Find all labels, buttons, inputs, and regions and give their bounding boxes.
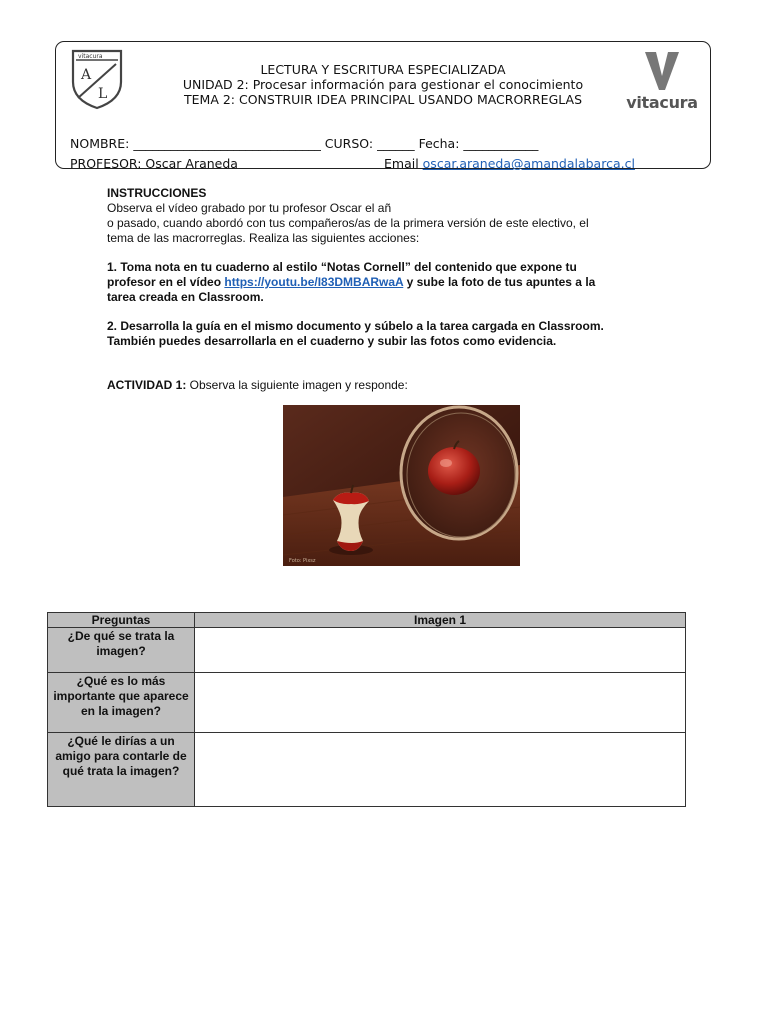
step1-line: 1. Toma nota en tu cuaderno al estilo “Notas Cornell” del contenido que expone tu: [107, 260, 577, 274]
question-cell: ¿Qué le dirías a un amigo para contarle de qué trata la imagen?: [48, 733, 195, 807]
instructions-line: tema de las macrorreglas. Realiza las siguientes acciones:: [107, 231, 420, 245]
svg-text:A: A: [81, 67, 92, 83]
svg-text:vitacura: vitacura: [78, 53, 103, 60]
email-link[interactable]: oscar.araneda@amandalabarca.cl: [422, 156, 635, 171]
instructions-line: Observa el vídeo grabado por tu profesor Oscar el añ: [107, 201, 392, 215]
email-label: Email: [384, 156, 423, 171]
instructions-line: o pasado, cuando abordó con tus compañeros/as de la primera versión de este electivo, el: [107, 216, 589, 230]
table-row: [48, 628, 686, 673]
question-cell: ¿De qué se trata la imagen?: [48, 628, 195, 673]
vitacura-logo: vitacura: [626, 50, 698, 114]
header-title-block: [56, 62, 710, 107]
course-title: LECTURA Y ESCRITURA ESPECIALIZADA: [260, 62, 506, 77]
teacher-name: PROFESOR: Oscar Araneda: [70, 156, 238, 171]
column-header-imagen-1: Imagen 1: [195, 613, 686, 628]
column-header-preguntas: Preguntas: [48, 613, 195, 628]
activity-text: Observa la siguiente imagen y responde:: [186, 378, 408, 392]
step1-line: tarea creada en Classroom.: [107, 290, 264, 304]
instructions-section: [107, 186, 637, 246]
student-info-row[interactable]: NOMBRE: ______________________________ CURSO: ______ Fecha: ____________: [70, 136, 539, 151]
svg-text:Foto: Pixsz: Foto: Pixsz: [289, 558, 316, 564]
instructions-heading: INSTRUCCIONES: [107, 186, 207, 200]
step2-line: 2. Desarrolla la guía en el mismo documento y súbelo a la tarea cargada en Classroom.: [107, 319, 604, 333]
unit-title: UNIDAD 2: Procesar información para gestionar el conocimiento: [182, 77, 584, 92]
table-row: [48, 733, 686, 807]
step-2: [107, 319, 637, 349]
table-row: [48, 673, 686, 733]
svg-text:L: L: [98, 86, 108, 102]
topic-title: TEMA 2: CONSTRUIR IDEA PRINCIPAL USANDO MACRORREGLAS: [184, 92, 582, 107]
apple-mirror-image: [283, 405, 520, 566]
document-header: [55, 41, 711, 169]
youtube-link[interactable]: https://youtu.be/I83DMBARwaA: [224, 275, 404, 289]
step-1: [107, 260, 637, 305]
vitacura-v-icon: [643, 50, 681, 92]
answer-cell[interactable]: [195, 628, 686, 673]
answer-cell[interactable]: [195, 673, 686, 733]
activity-label: ACTIVIDAD 1:: [107, 378, 187, 392]
step1-text: y sube la foto de tus apuntes a la: [403, 275, 596, 289]
email-line: [384, 156, 635, 171]
step2-line: También puedes desarrollarla en el cuaderno y subir las fotos como evidencia.: [107, 334, 557, 348]
question-cell: ¿Qué es lo más importante que aparece en la imagen?: [48, 673, 195, 733]
answer-cell[interactable]: [195, 733, 686, 807]
questions-table: [47, 612, 686, 807]
step1-line: [107, 275, 637, 290]
step1-text: profesor en el vídeo: [107, 275, 225, 289]
activity-1-prompt: [107, 378, 637, 393]
